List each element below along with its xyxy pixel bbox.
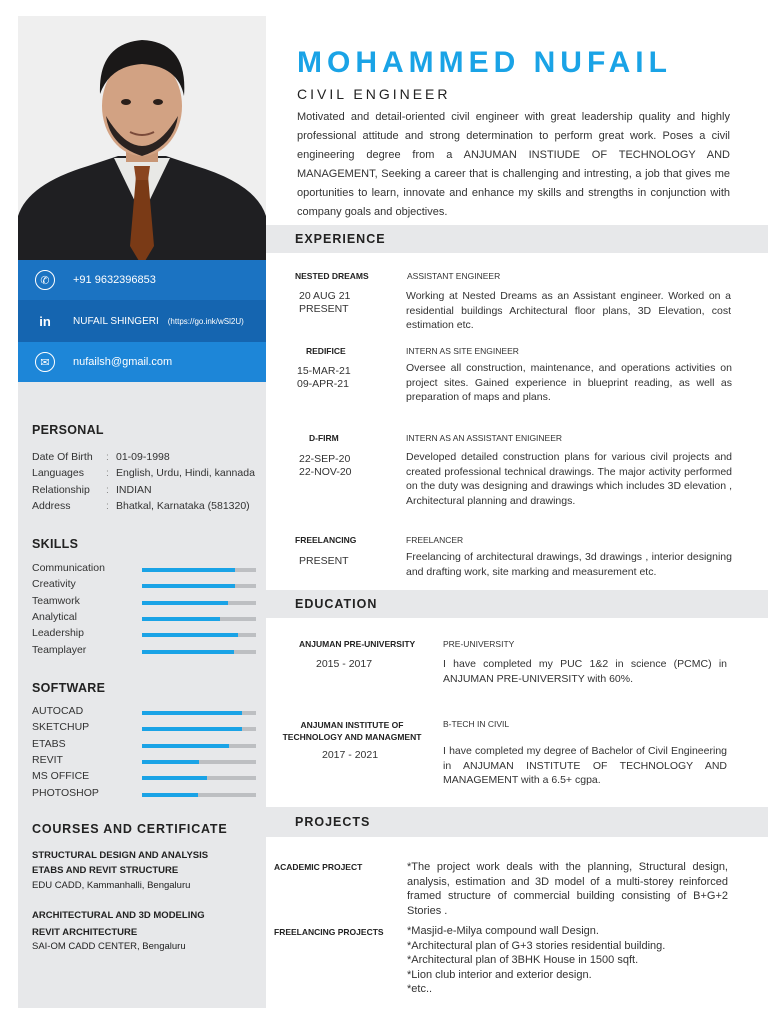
skills-label: Teamplayer	[32, 643, 87, 656]
software-row	[32, 787, 256, 801]
education-institution: ANJUMAN INSTITUTE OF TECHNOLOGY AND MANAGMENT	[282, 720, 422, 742]
skills-heading: SKILLS	[32, 537, 79, 551]
skills-bar-track	[142, 568, 256, 572]
software-row	[32, 705, 256, 719]
experience-org: FREELANCING	[295, 535, 357, 545]
skills-row	[32, 562, 256, 576]
education-heading: EDUCATION	[295, 597, 378, 611]
course-line: SAI-OM CADD CENTER, Bengaluru	[32, 941, 186, 952]
experience-date-start: 15-MAR-21	[297, 365, 351, 377]
software-bar-track	[142, 793, 256, 797]
experience-date-start: 22-SEP-20	[299, 453, 351, 465]
course-line: ARCHITECTURAL AND 3D MODELING	[32, 910, 205, 921]
freelance-project-item: *Lion club interior and exterior design.	[407, 968, 592, 981]
software-bar-track	[142, 727, 256, 731]
software-bar-track	[142, 744, 256, 748]
linkedin-url: (https://go.ink/wSl2U)	[167, 316, 244, 326]
contact-linkedin[interactable]	[18, 300, 266, 342]
software-bar-track	[142, 711, 256, 715]
contact-email[interactable]	[18, 342, 266, 382]
academic-project-description: *The project work deals with the planning, Structural design, analysis, estimation and 3D model of a multi-storey reinforced framed structure of commercial building consisting of B+G+2 Stories .	[407, 861, 728, 917]
skills-row	[32, 595, 256, 609]
software-bar-fill	[142, 711, 242, 715]
software-row	[32, 721, 256, 735]
course-line: ETABS AND REVIT STRUCTURE	[32, 865, 179, 876]
skills-label: Creativity	[32, 578, 76, 591]
profile-summary: Motivated and detail-oriented civil engineer with great leadership quality and highly professional attitude and strong determination to perform great work. Poses a civil engineering degree from a ANJUMAN INSTIUDE OF TECHNOLOGY AND MANAGEMENT, Seeking a career that is challenging and intresting, a job that gives me oportunities to learn, innovate and enhance my skills and strengths in conjunction with company goals and objectives.	[297, 111, 730, 218]
skills-bar-fill	[142, 650, 234, 654]
skills-row	[32, 644, 256, 658]
software-bar-fill	[142, 793, 198, 797]
experience-date-start: 20 AUG 21	[299, 290, 351, 302]
software-bar-track	[142, 776, 256, 780]
software-label: ETABS	[32, 737, 66, 750]
freelance-project-item: *Masjid-e-Milya compound wall Design.	[407, 925, 599, 937]
email-icon: ✉	[35, 352, 55, 372]
freelance-project-item: *Architectural plan of G+3 stories residential building.	[407, 939, 666, 952]
education-description: I have completed my PUC 1&2 in science (PCMC) in ANJUMAN PRE-UNIVERSITY with 60%.	[443, 658, 727, 685]
course-line: REVIT ARCHITECTURE	[32, 927, 138, 938]
skills-bar-fill	[142, 584, 235, 588]
skills-row	[32, 611, 256, 625]
freelance-project-item: *etc..	[407, 983, 433, 996]
software-bar-fill	[142, 776, 207, 780]
experience-description: Developed detailed construction plans for various civil projects and created professional technical drawings. The major activity performed on the duty was designing and drawings which includes 3D elevation , Architectural planning and drawings.	[406, 451, 732, 507]
skills-bar-fill	[142, 601, 228, 605]
software-row	[32, 738, 256, 752]
skills-row	[32, 578, 256, 592]
skills-row	[32, 627, 256, 641]
education-years: 2015 - 2017	[316, 658, 373, 670]
skills-bar-track	[142, 584, 256, 588]
skills-bar-track	[142, 601, 256, 605]
experience-org: REDIFICE	[306, 346, 346, 356]
profile-photo	[18, 16, 266, 276]
software-label: PHOTOSHOP	[32, 786, 99, 799]
software-label: REVIT	[32, 753, 63, 766]
skills-label: Communication	[32, 562, 105, 574]
experience-date-end: 09-APR-21	[297, 378, 349, 390]
skills-bar-fill	[142, 633, 238, 637]
software-bar-fill	[142, 727, 242, 731]
skills-label: Leadership	[32, 627, 84, 640]
personal-row: Languages : English, Urdu, Hindi, kannada	[32, 467, 255, 479]
skills-label: Analytical	[32, 610, 77, 623]
email-address: nufailsh@gmail.com	[73, 356, 173, 368]
skills-bar-track	[142, 617, 256, 621]
experience-position: INTERN AS AN ASSISTANT ENIGINEER	[406, 433, 563, 443]
personal-heading: PERSONAL	[32, 423, 104, 437]
software-bar-fill	[142, 760, 199, 764]
phone-number: +91 9632396853	[73, 274, 156, 286]
experience-org: D-FIRM	[309, 433, 339, 443]
skills-bar-track	[142, 633, 256, 637]
experience-position: INTERN AS SITE ENGINEER	[406, 346, 519, 356]
experience-section-header	[266, 225, 768, 253]
linkedin-name: NUFAIL SHINGERI	[73, 315, 159, 327]
education-section-header	[266, 590, 768, 618]
projects-heading: PROJECTS	[295, 815, 371, 829]
skills-bar-track	[142, 650, 256, 654]
software-row	[32, 754, 256, 768]
job-title: CIVIL ENGINEER	[297, 86, 451, 102]
software-label: AUTOCAD	[32, 705, 84, 717]
linkedin-icon: in	[39, 313, 51, 329]
experience-heading: EXPERIENCE	[295, 232, 386, 246]
experience-description: Freelancing of architectural drawings, 3d drawings , interior designing and drafting work, site marking and measurement etc.	[406, 551, 732, 578]
experience-position: ASSISTANT ENGINEER	[407, 271, 501, 281]
education-description: I have completed my degree of Bachelor of Civil Engineering in ANJUMAN INSTITUTE OF TECHNOLOGY AND MANAGEMENT with a 6.5+ cgpa.	[443, 745, 727, 786]
experience-position: FREELANCER	[406, 535, 464, 545]
courses-heading: COURSES AND CERTIFICATE	[32, 822, 228, 836]
experience-date-end: PRESENT	[299, 303, 349, 315]
experience-description: Oversee all construction, maintenance, and operations activities on project sites. Gained experience in blueprint reading, as well as preparation of maps and plans.	[406, 362, 732, 403]
academic-project-label: ACADEMIC PROJECT	[274, 862, 363, 872]
full-name: MOHAMMED NUFAIL	[297, 46, 672, 79]
skills-bar-fill	[142, 617, 220, 621]
skills-label: Teamwork	[32, 594, 80, 607]
education-years: 2017 - 2021	[322, 749, 379, 761]
personal-row: Relationship : INDIAN	[32, 484, 152, 496]
education-institution: ANJUMAN PRE-UNIVERSITY	[299, 639, 416, 649]
software-row	[32, 770, 256, 784]
software-bar-fill	[142, 744, 229, 748]
personal-row: Address : Bhatkal, Karnataka (581320)	[32, 500, 250, 512]
phone-icon: ✆	[35, 270, 55, 290]
skills-bar-fill	[142, 568, 235, 572]
course-line: STRUCTURAL DESIGN AND ANALYSIS	[32, 850, 209, 861]
software-label: MS OFFICE	[32, 770, 90, 783]
education-level: B-TECH IN CIVIL	[443, 719, 510, 729]
software-label: SKETCHUP	[32, 721, 90, 734]
experience-date-end: 22-NOV-20	[299, 466, 352, 478]
freelancing-projects-label: FREELANCING PROJECTS	[274, 927, 384, 937]
projects-section-header	[266, 807, 768, 837]
experience-org: NESTED DREAMS	[295, 271, 369, 281]
experience-description: Working at Nested Dreams as an Assistant engineer. Worked on a residential buildings Architectural floor plans, 3D Elevation, cost estimation etc.	[406, 290, 731, 331]
contact-phone[interactable]	[18, 260, 266, 300]
experience-date-start: PRESENT	[299, 555, 349, 567]
software-bar-track	[142, 760, 256, 764]
software-heading: SOFTWARE	[32, 681, 106, 695]
personal-row: Date Of Birth : 01-09-1998	[32, 451, 170, 463]
education-level: PRE-UNIVERSITY	[443, 639, 515, 649]
freelance-project-item: *Architectural plan of 3BHK House in 1500 sqft.	[407, 954, 639, 967]
course-line: EDU CADD, Kammanhalli, Bengaluru	[32, 880, 191, 891]
